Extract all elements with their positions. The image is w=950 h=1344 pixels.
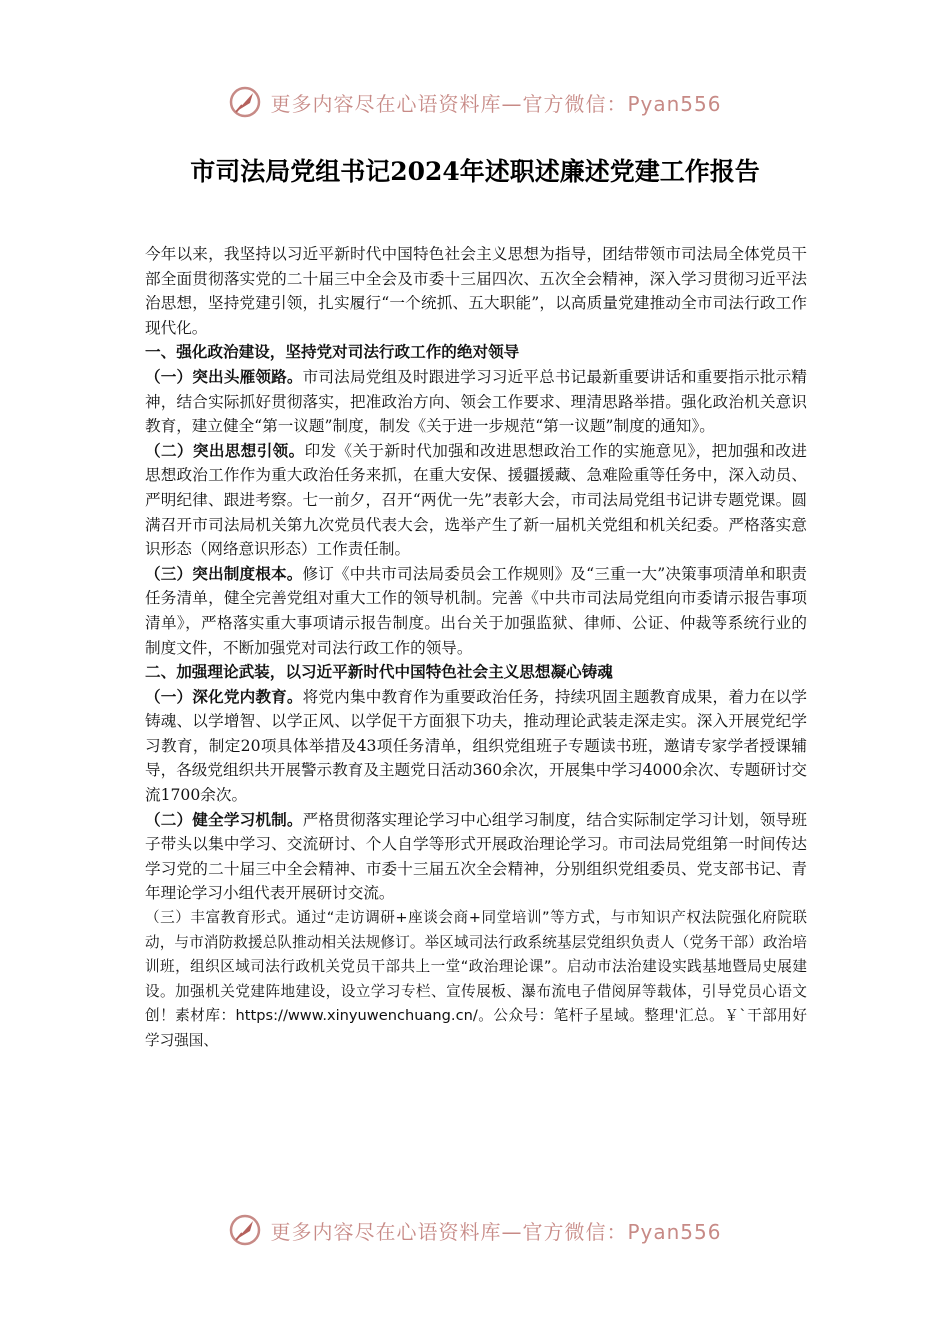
paragraph-text: 市司法局党组及时跟进学习习近平总书记最新重要讲话和重要指示批示精神，结合实际抓好贯彻落实，把准政治方向、领会工作要求、理清思路举措。强化政治机关意识教育，建立健全“第一议题”制度，制发《关于进一步规范“第一议题”制度的通知》。 [145,367,807,436]
watermark-text: 更多内容尽在心语资料库—官方微信：Pyan556 [270,91,722,116]
quill-logo-icon [228,85,262,119]
body-paragraph [145,906,807,1054]
section-heading: 一、强化政治建设，坚持党对司法行政工作的绝对领导 [145,342,520,362]
body-paragraph [145,685,807,808]
quill-logo-icon [228,1213,262,1247]
watermark-header [0,82,950,122]
watermark-text: 更多内容尽在心语资料库—官方微信：Pyan556 [270,1219,722,1244]
paragraph-lead: （三）突出制度根本。 [145,563,303,583]
paragraph-text: （三）丰富教育形式。通过“走访调研+座谈会商+同堂培训”等方式，与市知识产权法院强化府院联动，与市消防救援总队推动相关法规修订。举区域司法行政系统基层党组织负责人（党务干部）政治培训班，组织区域司法行政机关党员干部共上一堂“政治理论课”。启动市法治建设实践基地暨局史展建设。加强机关党建阵地建设，设立学习专栏、宣传展板、瀑布流电子借阅屏等载体，引导党员心语文创！素材库：https://www.xinyuwenchuang.cn/。公众号：笔杆子星域。整理'汇总。￥`干部用好学习强国、 [145,909,807,1049]
paragraph-lead: （二）突出思想引领。 [145,440,305,460]
body-paragraph [145,365,807,439]
paragraph-text: 印发《关于新时代加强和改进思想政治工作的实施意见》，把加强和改进思想政治工作作为重大政治任务来抓，在重大安保、援疆援藏、急难险重等任务中，深入动员、严明纪律、跟进考察。七一前夕，召开“两优一先”表彰大会，市司法局党组书记讲专题党课。圆满召开市司法局机关第九次党员代表大会，选举产生了新一届机关党组和机关纪委。严格落实意识形态（网络意识形态）工作责任制。 [145,441,807,559]
paragraph-lead: （一）深化党内教育。 [145,686,303,706]
intro-paragraph: 今年以来，我坚持以习近平新时代中国特色社会主义思想为指导，团结带领市司法局全体党员干部全面贯彻落实党的二十届三中全会及市委十三届四次、五次全会精神，深入学习贯彻习近平法治思想，坚持党建引领，扎实履行“一个统抓、五大职能”，以高质量党建推动全市司法行政工作现代化。 [145,245,807,337]
document-title: 市司法局党组书记2024年述职述廉述党建工作报告 [190,157,760,186]
body-paragraph [145,808,807,906]
paragraph-lead: （二）健全学习机制。 [145,809,303,829]
paragraph-text: 修订《中共市司法局委员会工作规则》及“三重一大”决策事项清单和职责任务清单，健全完善党组对重大工作的领导机制。完善《中共市司法局党组向市委请示报告事项清单》，严格落实重大事项请示报告制度。出台关于加强监狱、律师、公证、仲裁等系统行业的制度文件，不断加强党对司法行政工作的领导。 [145,564,807,657]
paragraph-text: 严格贯彻落实理论学习中心组学习制度，结合实际制定学习计划，领导班子带头以集中学习、交流研讨、个人自学等形式开展政治理论学习。市司法局党组第一时间传达学习党的二十届三中全会精神、市委十三届五次全会精神，分别组织党组委员、党支部书记、青年理论学习小组代表开展研讨交流。 [145,810,807,903]
section-heading: 二、加强理论武装，以习近平新时代中国特色社会主义思想凝心铸魂 [145,662,613,682]
body-paragraph [145,562,807,660]
watermark-footer [0,1210,950,1250]
paragraph-text: 将党内集中教育作为重要政治任务，持续巩固主题教育成果，着力在以学铸魂、以学增智、以学正风、以学促干方面狠下功夫，推动理论武装走深走实。深入开展党纪学习教育，制定20项具体举措及43项任务清单，组织党组班子专题读书班，邀请专家学者授课辅导，各级党组织共开展警示教育及主题党日活动360余次，开展集中学习4000余次、专题研讨交流1700余次。 [145,687,808,805]
document-body [145,242,807,1054]
paragraph-lead: （一）突出头雁领路。 [145,366,303,386]
body-paragraph [145,439,807,562]
